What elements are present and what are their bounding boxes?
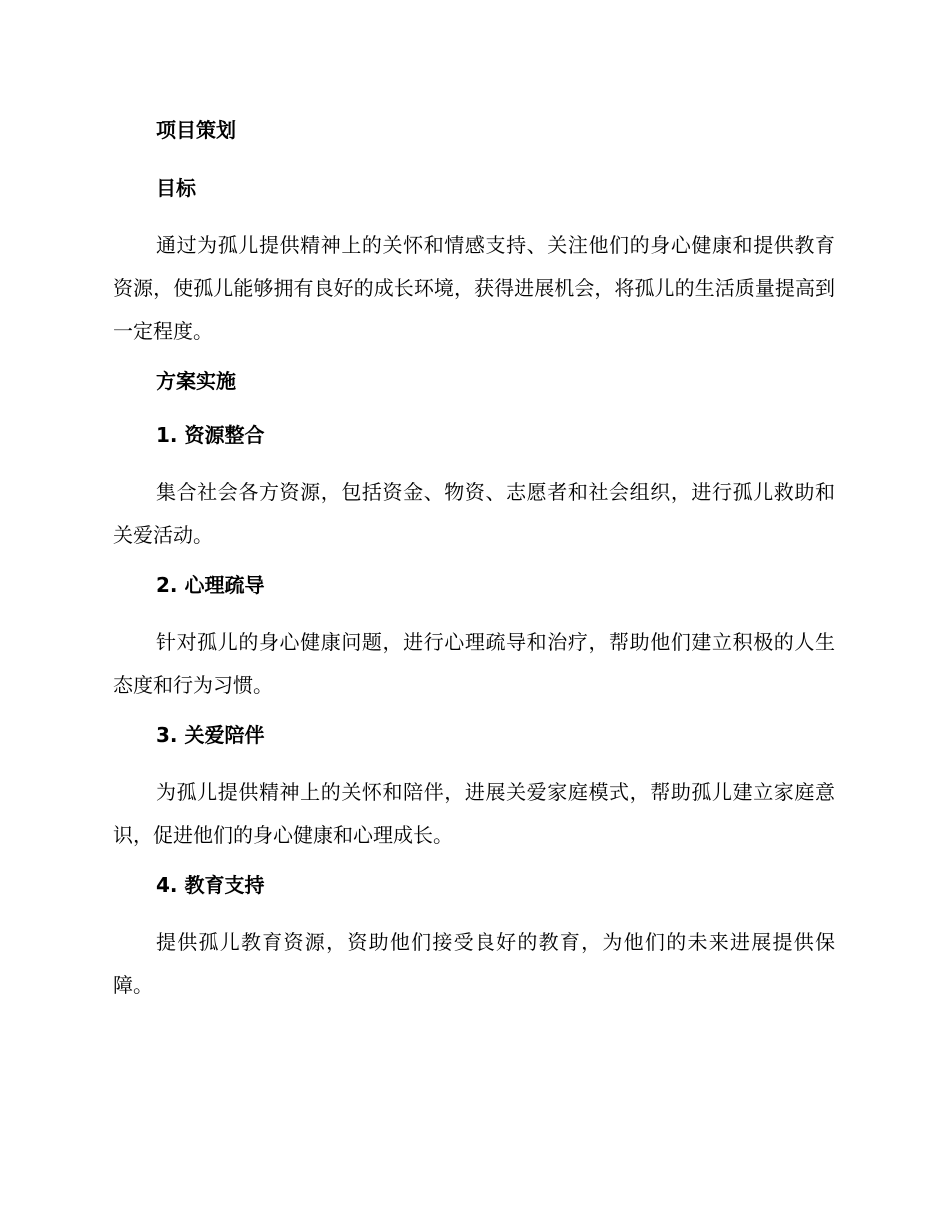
document-body	[113, 112, 835, 1007]
section-heading-resources: 1. 资源整合	[156, 423, 265, 447]
section-heading-companionship: 3. 关爱陪伴	[156, 723, 265, 747]
section-paragraph-resources: 集合社会各方资源，包括资金、物资、志愿者和社会组织，进行孤儿救助和关爱活动。	[113, 480, 835, 547]
document-title: 项目策划	[156, 118, 236, 142]
section-paragraph-education: 提供孤儿教育资源，资助他们接受良好的教育，为他们的未来进展提供保障。	[113, 930, 835, 997]
goal-heading: 目标	[156, 176, 196, 200]
section-paragraph-counseling: 针对孤儿的身心健康问题，进行心理疏导和治疗，帮助他们建立积极的人生态度和行为习惯。	[113, 630, 835, 697]
section-paragraph-companionship: 为孤儿提供精神上的关怀和陪伴，进展关爱家庭模式，帮助孤儿建立家庭意识，促进他们的身心健康和心理成长。	[113, 780, 835, 847]
section-heading-counseling: 2. 心理疏导	[156, 573, 265, 597]
plan-heading: 方案实施	[156, 369, 236, 393]
goal-paragraph: 通过为孤儿提供精神上的关怀和情感支持、关注他们的身心健康和提供教育资源，使孤儿能够拥有良好的成长环境，获得进展机会，将孤儿的生活质量提高到一定程度。	[113, 233, 835, 343]
section-heading-education: 4. 教育支持	[156, 873, 265, 897]
